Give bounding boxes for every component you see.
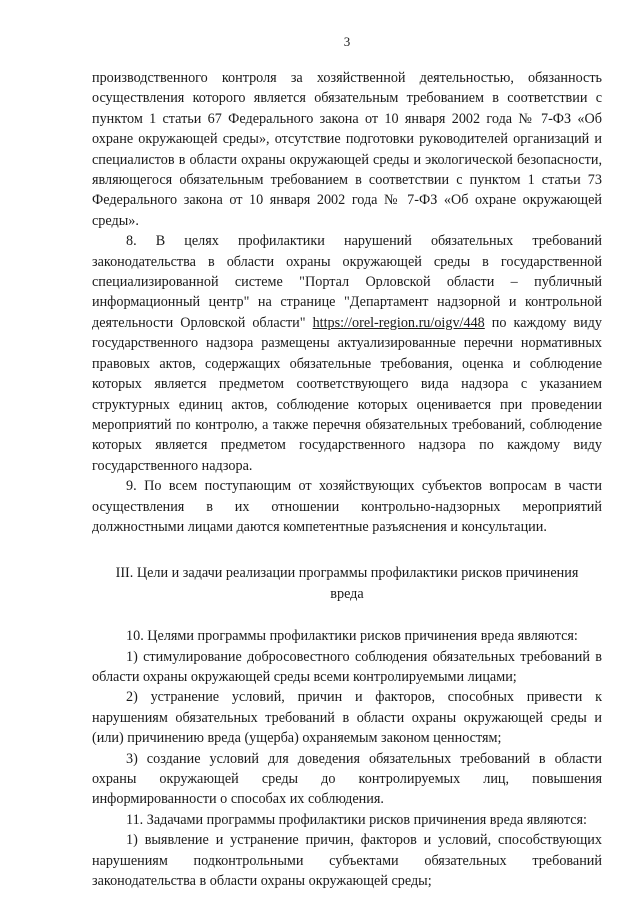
paragraph-8 bbox=[92, 231, 602, 476]
paragraph-9: 9. По всем поступающим от хозяйствующих субъектов вопросам в части осуществления в их отношении контрольно-надзорных мероприятий должностными лицами даются компетентные разъяснения и консультации. bbox=[92, 478, 602, 535]
list-item: 1) стимулирование добросовестного соблюдения обязательных требований в области охраны окружающей среды всеми контролируемыми лицами; bbox=[92, 648, 602, 685]
list-item: 3) создание условий для доведения обязательных требований в области охраны окружающей среды до контролируемых лиц, повышения информированности о способах их соблюдения. bbox=[92, 750, 602, 808]
paragraph-10: 10. Целями программы профилактики рисков причинения вреда являются: bbox=[126, 628, 578, 645]
section-heading: III. Цели и задачи реализации программы профилактики рисков причинения вреда bbox=[115, 565, 579, 602]
paragraph-8-text-start: 8. В целях профилактики нарушений обязательных требований законодательства в области охраны окружающей среды в государственной специализированной системе "Портал Орловской области – публичный информационный центр" на странице "Департамент надзорной и контрольной деятельности Орловской области" bbox=[92, 233, 602, 331]
page-number: 3 bbox=[343, 34, 351, 49]
paragraph-11: 11. Задачами программы профилактики рисков причинения вреда являются: bbox=[126, 811, 587, 828]
paragraph-8-text-end: по каждому виду государственного надзора размещены актуализированные перечни нормативных правовых актов, содержащих обязательные требования, оценка и соблюдение которых является предметом соответствующего вида надзора с указанием структурных единиц актов, соблюдение которых оценивается при проведении мероприятий по контролю, а также перечня обязательных требований, соблюдение которых является предметом государственного надзора по каждому виду государственного надзора. bbox=[92, 314, 602, 474]
list-item: 2) устранение условий, причин и факторов, способных привести к нарушениям обязательных требований в области охраны окружающей среды и (или) причинению вреда (ущерба) охраняемым законом ценностям; bbox=[92, 689, 602, 747]
portal-link[interactable]: https://orel-region.ru/oigv/448 bbox=[312, 314, 485, 331]
list-item: 1) выявление и устранение причин, факторов и условий, способствующих нарушениям подконтрольными субъектами обязательных требований законодательства в области охраны окружающей среды; bbox=[92, 832, 602, 890]
paragraph-continuation: производственного контроля за хозяйственной деятельностью, обязанность осуществления которого является обязательным требованием в соответствии с пунктом 1 статьи 67 Федерального закона от 10 января 2002 года № 7-ФЗ «Об охране окружающей среды», отсутствие подготовки руководителей организаций и специалистов в области охраны окружающей среды и экологической безопасности, являющегося обязательным требованием в соответствии с пунктом 1 статьи 73 Федерального закона от 10 января 2002 года № 7-ФЗ «Об охране окружающей среды». bbox=[92, 70, 602, 229]
